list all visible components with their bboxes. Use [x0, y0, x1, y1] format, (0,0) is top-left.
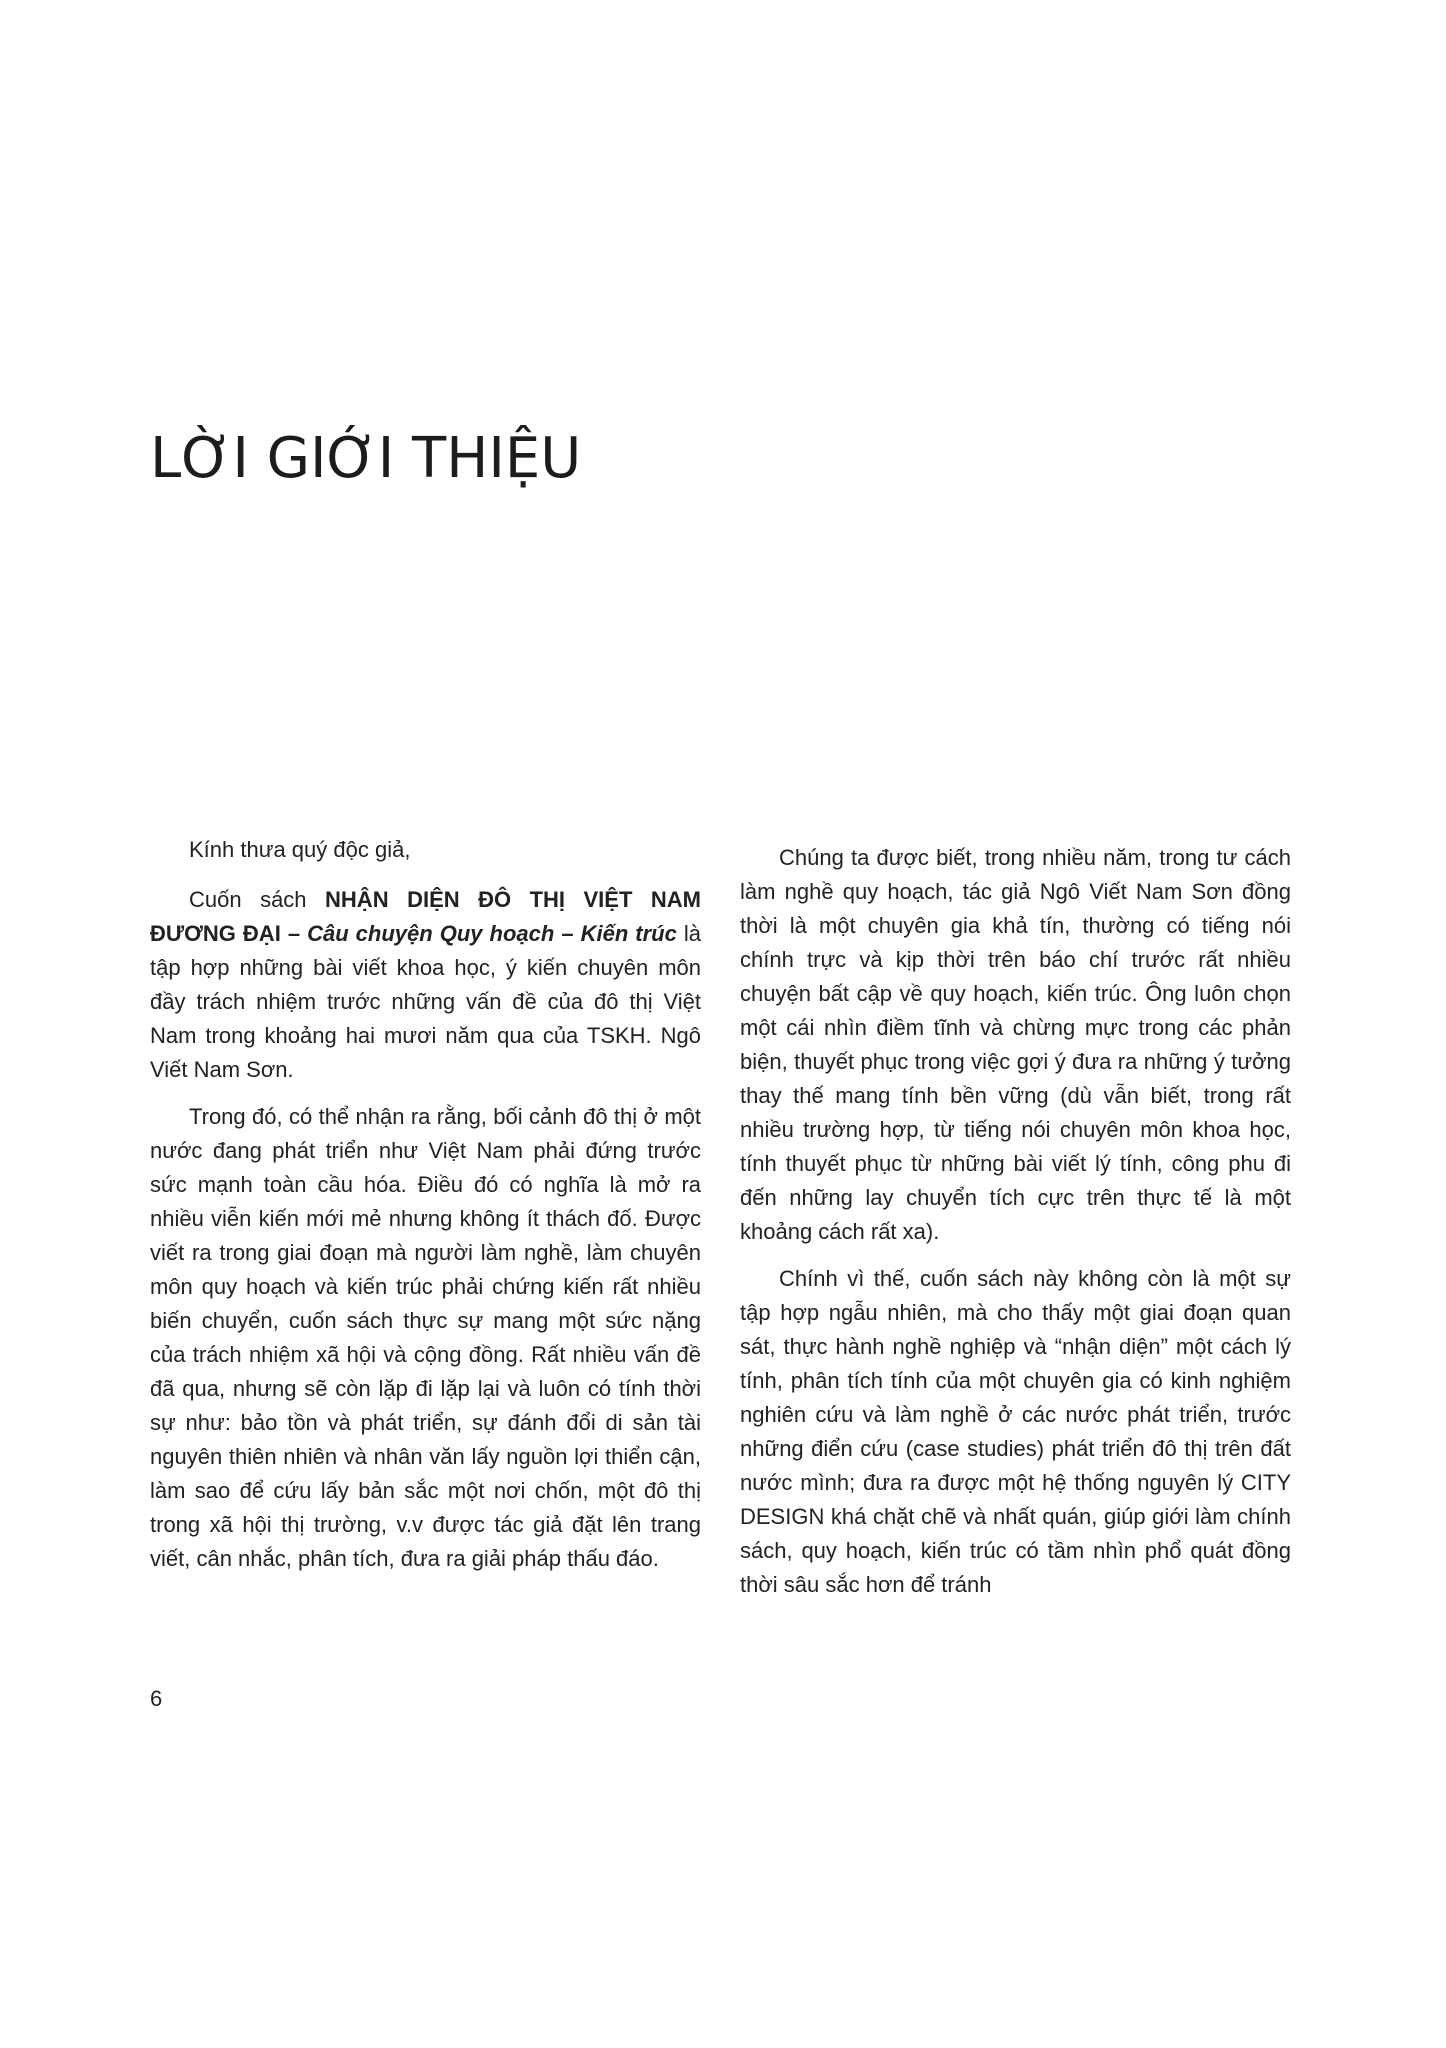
book-purpose-paragraph: Chính vì thế, cuốn sách này không còn là một sự tập hợp ngẫu nhiên, mà cho thấy một giai đoạn quan sát, thực hành nghề nghiệp và “nhận diện” một cách lý tính, phân tích tính của một chuyên gia có kinh nghiệm nghiên cứu và làm nghề ở các nước phát triển, trước những điển cứu (case studies) phát triển đô thị trên đất nước mình; đưa ra được một hệ thống nguyên lý CITY DESIGN khá chặt chẽ và nhất quán, giúp giới làm chính sách, quy hoạch, kiến trúc có tầm nhìn phổ quát đồng thời sâu sắc hơn để tránh	[740, 1266, 1291, 1597]
greeting-paragraph: Kính thưa quý độc giả,	[189, 837, 411, 862]
context-paragraph: Trong đó, có thể nhận ra rằng, bối cảnh đô thị ở một nước đang phát triển như Việt Nam phải đứng trước sức mạnh toàn cầu hóa. Điều đó có nghĩa là mở ra nhiều viễn kiến mới mẻ nhưng không ít thách đố. Được viết ra trong giai đoạn mà người làm nghề, làm chuyên môn quy hoạch và kiến trúc phải chứng kiến rất nhiều biến chuyển, cuốn sách thực sự mang một sức nặng của trách nhiệm xã hội và cộng đồng. Rất nhiều vấn đề đã qua, nhưng sẽ còn lặp đi lặp lại và luôn có tính thời sự như: bảo tồn và phát triển, sự đánh đổi di sản tài nguyên thiên nhiên và nhân văn lấy nguồn lợi thiển cận, làm sao để cứu lấy bản sắc một nơi chốn, một đô thị trong xã hội thị trường, v.v được tác giả đặt lên trang viết, cân nhắc, phân tích, đưa ra giải pháp thấu đáo.	[150, 1104, 701, 1571]
intro-paragraph	[150, 883, 701, 1087]
page-number: 6	[150, 1686, 163, 1711]
intro-rest-text: là tập hợp những bài viết khoa học, ý kiến chuyên môn đầy trách nhiệm trước những vấn đề của đô thị Việt Nam trong khoảng hai mươi năm qua của TSKH. Ngô Viết Nam Sơn.	[150, 921, 701, 1082]
left-text-column	[150, 833, 701, 1589]
book-subtitle: Câu chuyện Quy hoạch – Kiến trúc	[307, 921, 677, 946]
book-title-main: NHẬN DIỆN ĐÔ THỊ VIỆT NAM ĐƯƠNG ĐẠI –	[150, 887, 701, 946]
author-paragraph: Chúng ta được biết, trong nhiều năm, trong tư cách làm nghề quy hoạch, tác giả Ngô Viết Nam Sơn đồng thời là một chuyên gia khả tín, thường có tiếng nói chính trực và kịp thời trên báo chí trước rất nhiều chuyện bất cập về quy hoạch, kiến trúc. Ông luôn chọn một cái nhìn điềm tĩnh và chừng mực trong các phản biện, thuyết phục trong việc gợi ý đưa ra những ý tưởng thay thế mang tính bền vững (dù vẫn biết, trong rất nhiều trường hợp, từ tiếng nói chuyên môn khoa học, tính thuyết phục từ những bài viết lý tính, công phu đi đến những lay chuyển tích cực trên thực tế là một khoảng cách rất xa).	[740, 845, 1291, 1244]
right-text-column	[740, 841, 1291, 1615]
intro-lead-text: Cuốn sách	[189, 887, 326, 912]
page-title: LỜI GIỚI THIỆU	[150, 426, 582, 491]
